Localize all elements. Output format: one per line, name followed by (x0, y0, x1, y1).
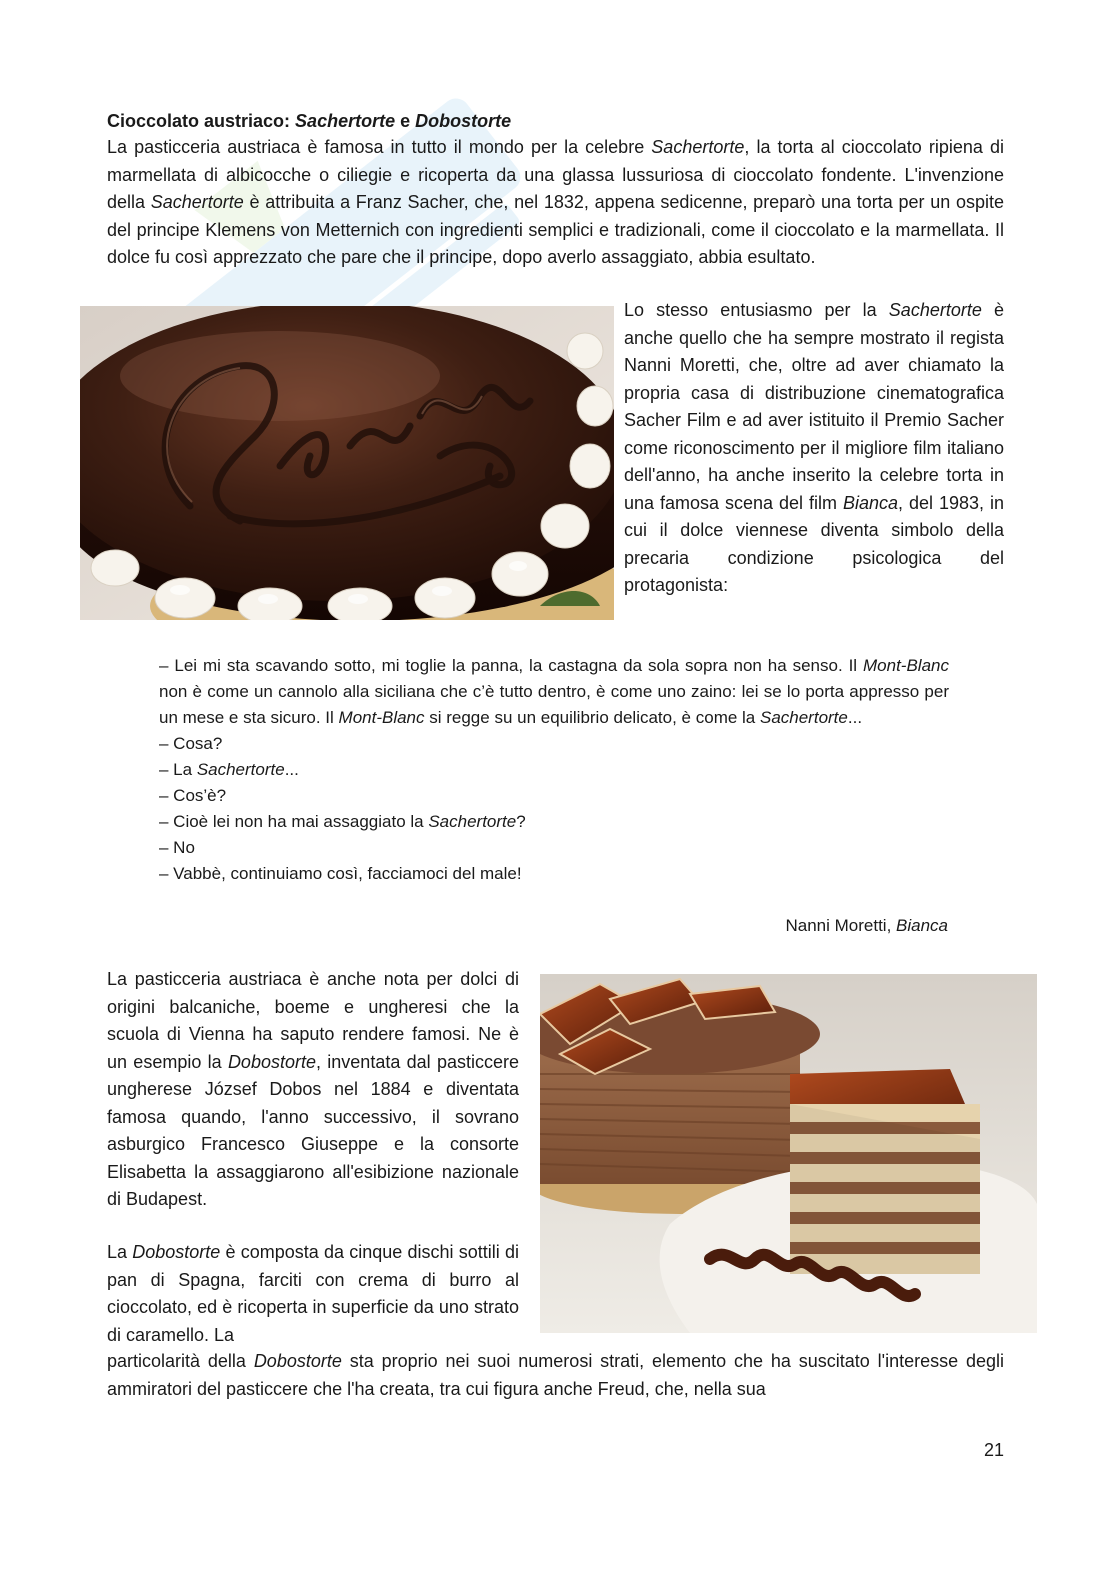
paragraph-nanni-moretti: Lo stesso entusiasmo per la Sachertorte è anche quello che ha sempre mostrato il regista Nanni Moretti, che, oltre ad aver chiamato la propria casa di distribuzione cinematografica Sacher Film e ad aver istituito il Premio Sacher come riconoscimento per il migliore film italiano dell'anno, ha anche inserito la celebre torta in una famosa scena del film Bianca, del 1983, in cui il dolce viennese diventa simbolo della precaria condizione psicologica del protagonista: (624, 300, 1005, 595)
film-quote-block (159, 653, 949, 887)
quote-line: – Cosa? (159, 734, 223, 753)
paragraph-dobostorte-origin: La pasticceria austriaca è anche nota per dolci di origini balcaniche, boeme e ungheresi che la scuola di Vienna ha saputo rendere famosi. Ne è un esempio la Dobostorte, inventata dal pasticcere ungherese József Dobos nel 1884 e diventata famosa quando, l'anno successivo, il sovrano asburgico Francesco Giuseppe e la consorte Elisabetta la assaggiarono all'esibizione nazionale di Budapest. (107, 969, 519, 1209)
section-heading: Cioccolato austriaco: Sachertorte e Dobostorte (107, 111, 512, 131)
paragraph-dobostorte-composition: La Dobostorte è composta da cinque dischi sottili di pan di Spagna, farciti con crema di burro al cioccolato, ed è ricoperta in superficie da uno strato di caramello. La (107, 1242, 519, 1345)
quote-line: – Lei mi sta scavando sotto, mi toglie la panna, la castagna da sola sopra non ha senso. Il Mont-Blanc non è come un cannolo alla siciliana che c’è tutto dentro, è come uno zaino: lei se lo porta appresso per un mese e sta sicuro. Il Mont-Blanc si regge su un equilibrio delicato, è come la Sachertorte... (159, 656, 949, 727)
paragraph-dobostorte-layers: particolarità della Dobostorte sta proprio nei suoi numerosi strati, elemento che ha suscitato l'interesse degli ammiratori del pasticcere che l'ha creata, tra cui figura anche Freud, che, nella sua (107, 1351, 1004, 1399)
quote-line: – Cos’è? (159, 786, 227, 805)
paragraph-sachertorte-history: La pasticceria austriaca è famosa in tutto il mondo per la celebre Sachertorte, la torta al cioccolato ripiena di marmellata di albicocche o ciliegie e ricoperta da una glassa lussuriosa di cioccolato fondente. L'invenzione della Sachertorte è attribuita a Franz Sacher, che, nel 1832, appena sedicenne, preparò una torta per un ospite del principe Klemens von Metternich con ingredienti semplici e tradizionali, come il cioccolato e la marmellata. Il dolce fu così apprezzato che pare che il principe, dopo averlo assaggiato, abbia esultato. (107, 137, 1004, 267)
dobostorte-photo (540, 974, 1037, 1333)
sachertorte-photo (80, 306, 614, 620)
quote-line: – La Sachertorte... (159, 760, 299, 779)
page-number: 21 (983, 1440, 1004, 1460)
quote-line: – Cioè lei non ha mai assaggiato la Sachertorte? (159, 812, 526, 831)
quote-line: – No (159, 838, 195, 857)
quote-line: – Vabbè, continuiamo così, facciamoci del male! (159, 864, 522, 883)
quote-attribution: Nanni Moretti, Bianca (785, 916, 948, 935)
